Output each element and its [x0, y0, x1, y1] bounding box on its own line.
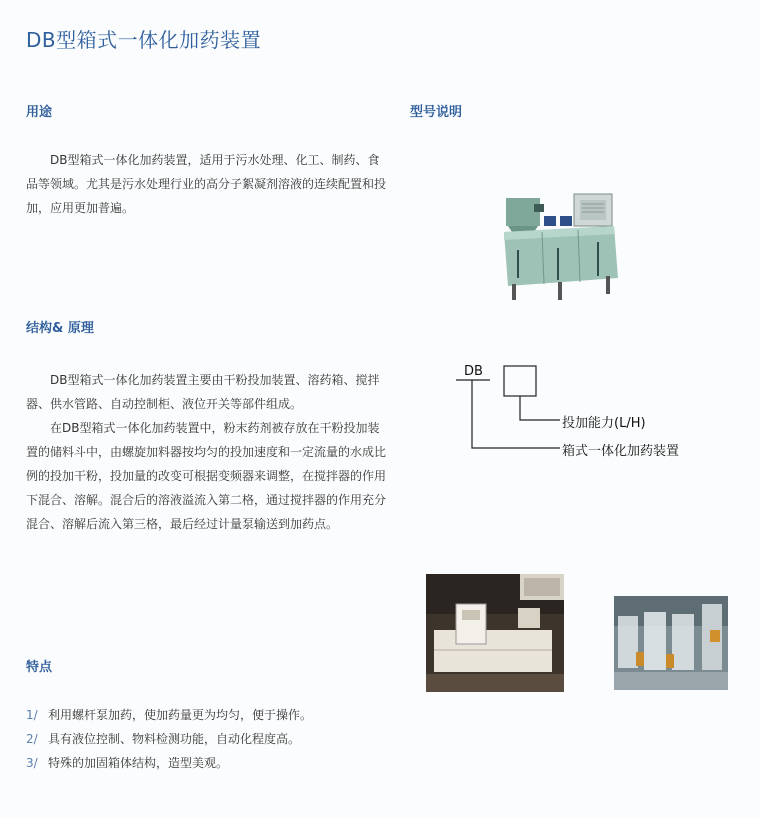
feature-text: 利用螺杆泵加药，使加药量更为均匀，便于操作。 — [48, 708, 313, 722]
type-label: 箱式一体化加药装置 — [562, 444, 680, 459]
features-list — [26, 703, 312, 775]
usage-text — [26, 148, 386, 220]
usage-paragraph: DB型箱式一体化加药装置，适用于污水处理、化工、制药、食品等领域。尤其是污水处理行业的高分子絮凝剂溶液的连续配置和投加，应用更加普遍。 — [26, 153, 387, 215]
product-photo — [498, 190, 620, 308]
list-item — [26, 703, 312, 727]
feature-text: 具有液位控制、物料检测功能，自动化程度高。 — [48, 732, 301, 746]
list-item — [26, 727, 312, 751]
site-photo-2 — [614, 596, 728, 690]
model-heading: 型号说明 — [410, 105, 463, 120]
structure-heading: 结构& 原理 — [26, 321, 94, 336]
feature-text: 特殊的加固箱体结构，造型美观。 — [48, 756, 229, 770]
structure-paragraph-1: DB型箱式一体化加药装置主要由干粉投加装置、溶药箱、搅拌器、供水管路、自动控制柜、液位开关等部件组成。 — [26, 373, 380, 411]
capacity-label: 投加能力(L/H) — [562, 416, 646, 431]
feature-number: 1/ — [26, 708, 38, 722]
page-title: DB型箱式一体化加药装置 — [26, 28, 262, 52]
features-heading: 特点 — [26, 660, 53, 675]
model-code-diagram — [450, 360, 750, 470]
model-code: DB — [464, 364, 483, 379]
structure-text — [26, 368, 388, 536]
list-item — [26, 751, 312, 775]
site-photo-1 — [426, 574, 564, 692]
usage-heading: 用途 — [26, 105, 53, 120]
feature-number: 3/ — [26, 756, 38, 770]
structure-paragraph-2: 在DB型箱式一体化加药装置中，粉末药剂被存放在干粉投加装置的储料斗中，由螺旋加料器按均匀的投加速度和一定流量的水成比例的投加干粉，投加量的改变可根据变频器来调整，在搅拌器的作用下混合、溶解。混合后的溶液溢流入第二格，通过搅拌器的作用充分混合、溶解后流入第三格，最后经过计量泵输送到加药点。 — [26, 421, 387, 531]
feature-number: 2/ — [26, 732, 38, 746]
